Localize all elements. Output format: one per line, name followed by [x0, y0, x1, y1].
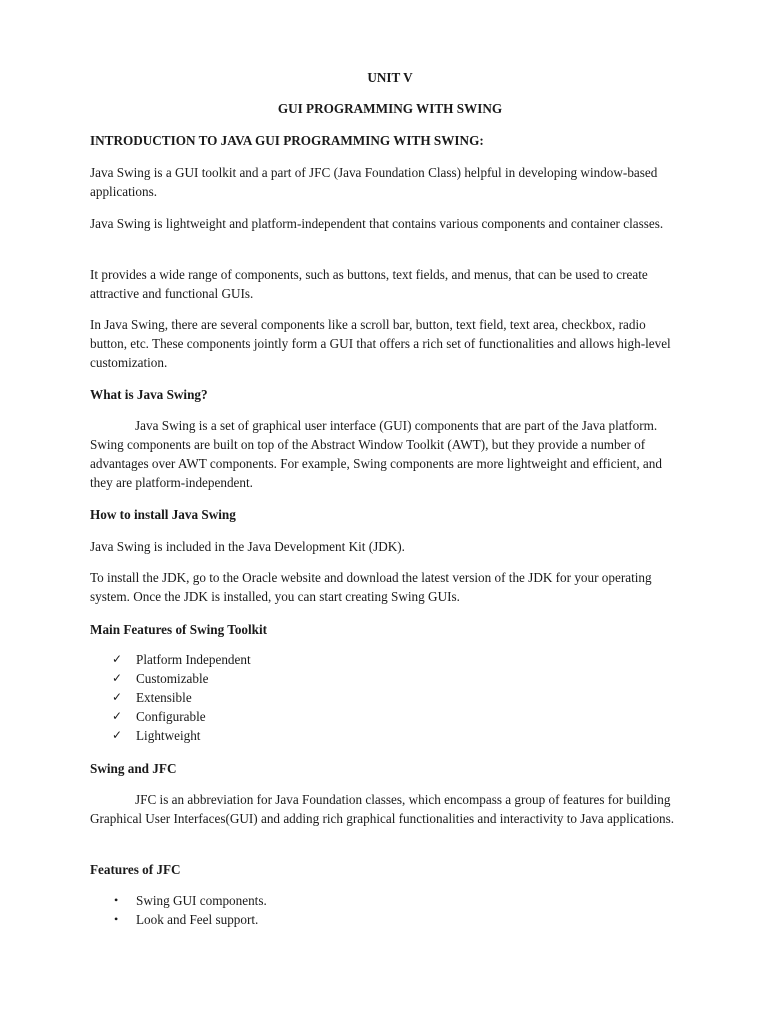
unit-title: UNIT V [367, 70, 413, 85]
jfc-features-list [90, 891, 267, 929]
checkmark-icon: ✓ [112, 690, 123, 704]
list-item: ✓ Customizable [112, 671, 209, 686]
intro-paragraph-2: Java Swing is lightweight and platform-independent that contains various components and container classes. [90, 216, 664, 231]
checkmark-icon: ✓ [112, 709, 123, 723]
main-title: GUI PROGRAMMING WITH SWING [277, 101, 503, 116]
list-item: ✓ Lightweight [112, 728, 201, 743]
list-item: • Look and Feel support. [114, 912, 259, 927]
install-paragraph-1: Java Swing is included in the Java Development Kit (JDK). [90, 539, 405, 554]
bullet-icon: • [114, 912, 119, 926]
what-is-swing-heading: What is Java Swing? [90, 387, 208, 402]
checkmark-icon: ✓ [112, 652, 123, 666]
list-item: • Swing GUI components. [114, 893, 267, 908]
swing-and-jfc-heading: Swing and JFC [90, 761, 177, 776]
list-item: ✓ Configurable [112, 709, 206, 724]
intro-paragraph-4: In Java Swing, there are several components like a scroll bar, button, text field, text area, checkbox, radio button, etc. These components jointly form a GUI that offers a rich set of functionalities and allows high-level customization. [90, 317, 671, 370]
what-is-swing-paragraph: Java Swing is a set of graphical user interface (GUI) components that are part of the Java platform. Swing components are built on top of the Abstract Window Toolkit (AWT), but they provide a number of advantages over AWT components. For example, Swing components are more lightweight and efficient, and they are platform-independent. [90, 418, 662, 490]
intro-paragraph-1: Java Swing is a GUI toolkit and a part of JFC (Java Foundation Class) helpful in developing window-based applications. [90, 165, 658, 199]
intro-paragraph-3: It provides a wide range of components, such as buttons, text fields, and menus, that can be used to create attractive and functional GUIs. [90, 267, 648, 301]
bullet-icon: • [114, 893, 119, 907]
install-heading: How to install Java Swing [90, 507, 236, 522]
checkmark-icon: ✓ [112, 671, 123, 685]
intro-heading: INTRODUCTION TO JAVA GUI PROGRAMMING WITH SWING: [90, 133, 484, 148]
jfc-features-heading: Features of JFC [90, 862, 181, 877]
features-heading: Main Features of Swing Toolkit [90, 622, 268, 637]
features-list [90, 650, 251, 745]
checkmark-icon: ✓ [112, 728, 123, 742]
list-item: ✓ Platform Independent [112, 652, 251, 667]
install-paragraph-2: To install the JDK, go to the Oracle website and download the latest version of the JDK for your operating system. Once the JDK is installed, you can start creating Swing GUIs. [90, 570, 652, 604]
list-item: ✓ Extensible [112, 690, 192, 705]
jfc-paragraph: JFC is an abbreviation for Java Foundation classes, which encompass a group of features for building Graphical User Interfaces(GUI) and adding rich graphical functionalities and interactivity to Java applications. [90, 792, 675, 826]
